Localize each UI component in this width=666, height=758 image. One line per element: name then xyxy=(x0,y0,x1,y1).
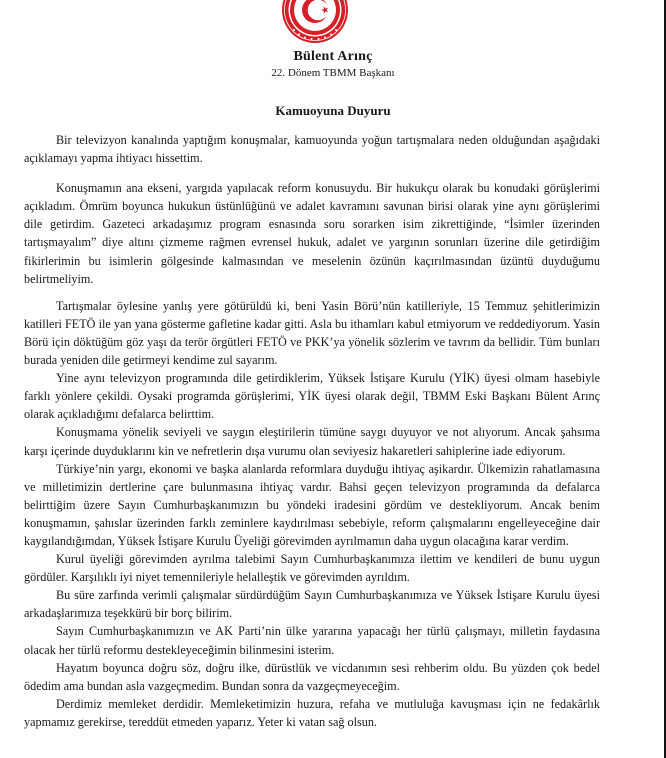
paragraph: Kurul üyeliği görevimden ayrılma talebimi Sayın Cumhurbaşkanımıza ilettim ve kendileri de bunu uygun gördüler. Karşılıklı iyi niyet temennileriyle helalleştik ve görevimden ayrıldım. xyxy=(24,552,600,585)
paragraph: Konuşmamın ana ekseni, yargıda yapılacak reform konusuydu. Bir hukukçu olarak bu konudaki görüşlerimi açıkladım. Ömrüm boyunca hukukun üstünlüğünü ve adalet kavramını savunan birisi olarak yine aynı görüşlerimi dile getirdim. Gazeteci arkadaşımız program esnasında soru sorarken isim zikrettiğinde, “İsimler üzerinden tartışmayalım” diye altını çizmeme rağmen evrensel hukuk, adalet ve yargının sorunları üzerine dile getirdiğim fikirlerimin bu isimlerin gölgesinde kalmasından ve meselenin özünün kaçırılmasından üzüntü duyduğumu belirtmeliyim. xyxy=(24,181,600,286)
paragraph: Bir televizyon kanalında yaptığım konuşmalar, kamuoyunda yoğun tartışmalara neden olduğundan aşağıdaki açıklamayı yapma ihtiyacı hissettim. xyxy=(24,133,600,166)
document-title: Kamuoyuna Duyuru xyxy=(275,103,391,118)
paragraph: Türkiye’nin yargı, ekonomi ve başka alanlarda reformlara duyduğu ihtiyaç aşikardır. Ülkemizin rahatlamasına ve milletimizin dertlerine çare bulunmasına ihtiyaç vardır. Bahsi geçen televizyon programında da defalarca belirttiğim üzere Sayın Cumhurbaşkanımızın bu yöndeki iradesini gördüm ve destekliyorum. Ancak benim konuşmamın, şahıslar üzerinden farklı zeminlere kaydırılması sebebiyle, reform çalışmalarını engelleyeceğine dair kaygılandığımdan, Yüksek İstişare Kurulu Üyeliği görevimden ayrılmamın daha uygun olacağına karar verdim. xyxy=(24,461,600,548)
paragraph: Derdimiz memleket derdidir. Memleketimizin huzura, refaha ve mutluluğa kavuşması için ne fedakârlık yapmamız gerekirse, tereddüt etmeden yaparız. Yeter ki vatan sağ olsun. xyxy=(24,696,600,729)
seal-icon xyxy=(280,0,350,44)
document-body xyxy=(24,131,600,731)
author-name: Bülent Arınç xyxy=(293,49,373,64)
paragraph: Yine aynı televizyon programında dile getirdiklerim, Yüksek İstişare Kurulu (YİK) üyesi olmam hasebiyle farklı yönlere çekildi. Oysaki programda görüşlerimi, YİK üyesi olarak değil, TBMM Eski Başkanı Bülent Arınç olarak açıkladığımı defalarca belirttim. xyxy=(24,371,600,422)
paragraph: Hayatım boyunca doğru söz, doğru ilke, dürüstlük ve vicdanımın sesi rehberim oldu. Bu yüzden çok bedel ödedim ama bundan asla vazgeçmedim. Bundan sonra da vazgeçmeyeceğim. xyxy=(24,660,600,693)
author-title: 22. Dönem TBMM Başkanı xyxy=(271,67,395,79)
tbmm-seal-logo xyxy=(280,0,350,44)
paragraph: Konuşmama yönelik seviyeli ve saygın eleştirilerin tümüne saygı duyuyor ve not alıyorum. Ancak şahsıma karşı içerinde duyduklarını kin ve nefretlerin dışa vurumu olan seviyesiz hakaretleri sahiplerine iade ediyorum. xyxy=(24,425,600,458)
paragraph: Bu süre zarfında verimli çalışmalar sürdürdüğüm Sayın Cumhurbaşkanımıza ve Yüksek İstişare Kurulu üyesi arkadaşlarımıza teşekkürü bir borç bilirim. xyxy=(24,588,600,621)
paragraph: Sayın Cumhurbaşkanımızın ve AK Parti’nin ülke yararına yapacağı her türlü çalışmayı, milletin faydasına olacak her türlü reformu destekleyeceğimin bilinmesini isterim. xyxy=(24,624,600,657)
paragraph: Tartışmalar öylesine yanlış yere götürüldü ki, beni Yasin Börü’nün katilleriyle, 15 Temmuz şehitlerimizin katilleri FETÖ ile yan yana gösterme gafletine kadar gitti. Asla bu ithamları kabul etmiyorum ve reddediyorum. Yasin Börü için döktüğüm göz yaşı da terör örgütleri FETÖ ve PKK’ya yönelik sözlerim ve tavrım da bellidir. Tüm bunları burada yeniden dile getirmeyi kendime zul sayarım. xyxy=(24,298,600,368)
